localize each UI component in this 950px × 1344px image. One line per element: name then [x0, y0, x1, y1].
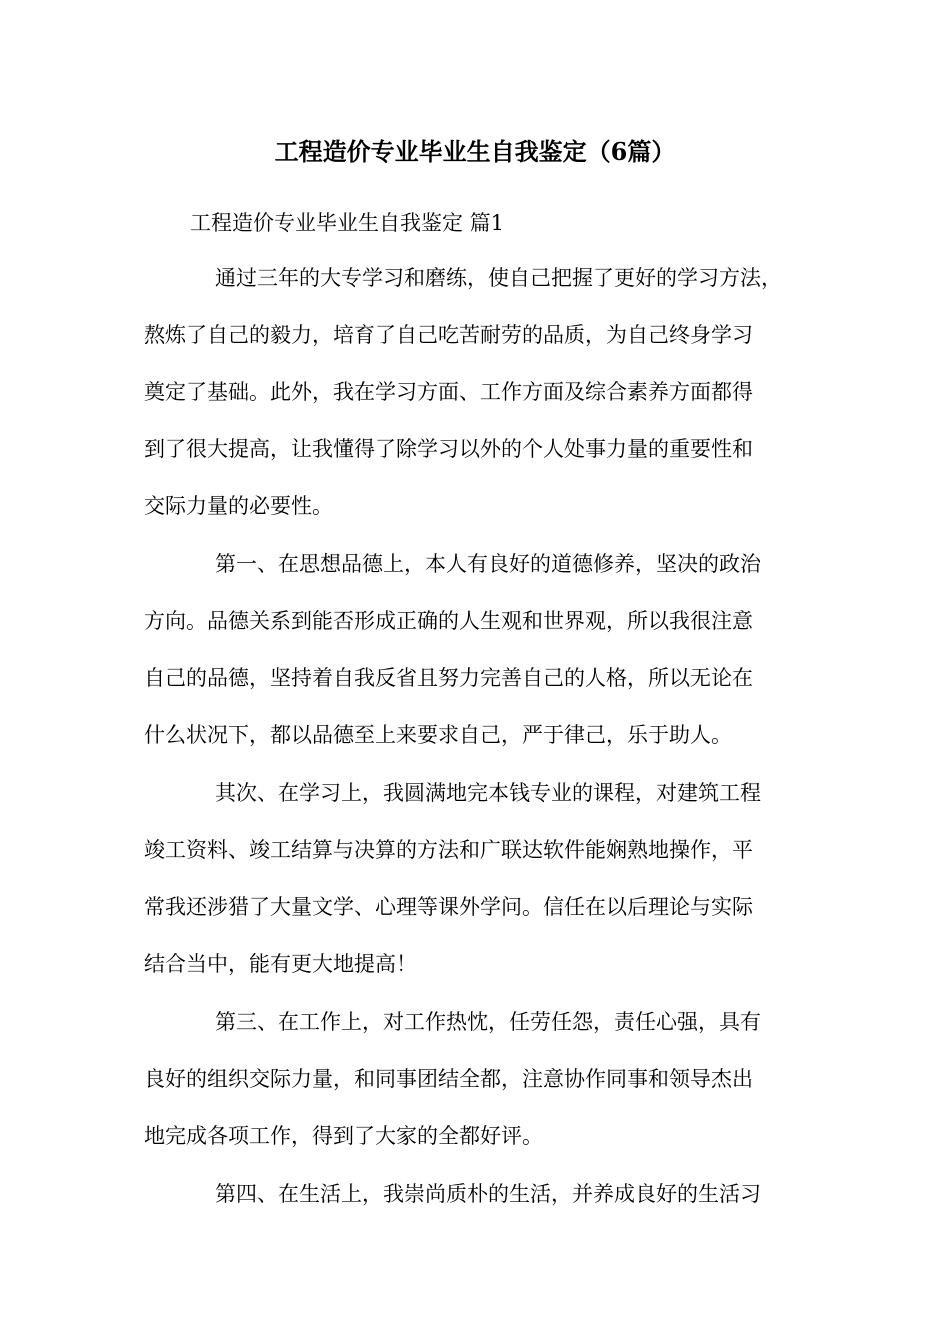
paragraph-line: 常我还涉猎了大量文学、心理等课外学问。信任在以后理论与实际 [144, 895, 753, 919]
paragraph-line: 通过三年的大专学习和磨练，使自己把握了更好的学习方法， [215, 266, 782, 290]
paragraph-line: 奠定了基础。此外，我在学习方面、工作方面及综合素养方面都得 [144, 380, 753, 404]
paragraph-line: 地完成各项工作，得到了大家的全都好评。 [144, 1124, 543, 1148]
paragraph-line: 良好的组织交际力量，和同事团结全都，注意协作同事和领导杰出 [144, 1067, 753, 1091]
document-title: 工程造价专业毕业生自我鉴定（6篇） [274, 137, 676, 166]
paragraph-line: 其次、在学习上，我圆满地完本钱专业的课程，对建筑工程 [215, 781, 761, 805]
paragraph-line: 结合当中，能有更大地提高！ [144, 952, 417, 976]
paragraph-line: 第一、在思想品德上，本人有良好的道德修养，坚决的政治 [215, 552, 761, 576]
paragraph-line: 竣工资料、竣工结算与决算的方法和广联达软件能娴熟地操作，平 [144, 838, 753, 862]
paragraph-line: 什么状况下，都以品德至上来要求自己，严于律己，乐于助人。 [144, 723, 732, 747]
paragraph-line: 熬炼了自己的毅力，培育了自己吃苦耐劳的品质，为自己终身学习 [144, 323, 753, 347]
paragraph-line: 自己的品德，坚持着自我反省且努力完善自己的人格，所以无论在 [144, 666, 753, 690]
paragraph-line: 第三、在工作上，对工作热忱，任劳任怨，责任心强，具有 [215, 1010, 761, 1034]
paragraph-line: 交际力量的必要性。 [144, 494, 333, 518]
paragraph-line: 方向。品德关系到能否形成正确的人生观和世界观，所以我很注意 [144, 609, 753, 633]
paragraph-line: 到了很大提高，让我懂得了除学习以外的个人处事力量的重要性和 [144, 437, 753, 461]
paragraph-line: 第四、在生活上，我崇尚质朴的生活，并养成良好的生活习 [215, 1182, 761, 1206]
section-heading: 工程造价专业毕业生自我鉴定 篇1 [190, 211, 505, 235]
